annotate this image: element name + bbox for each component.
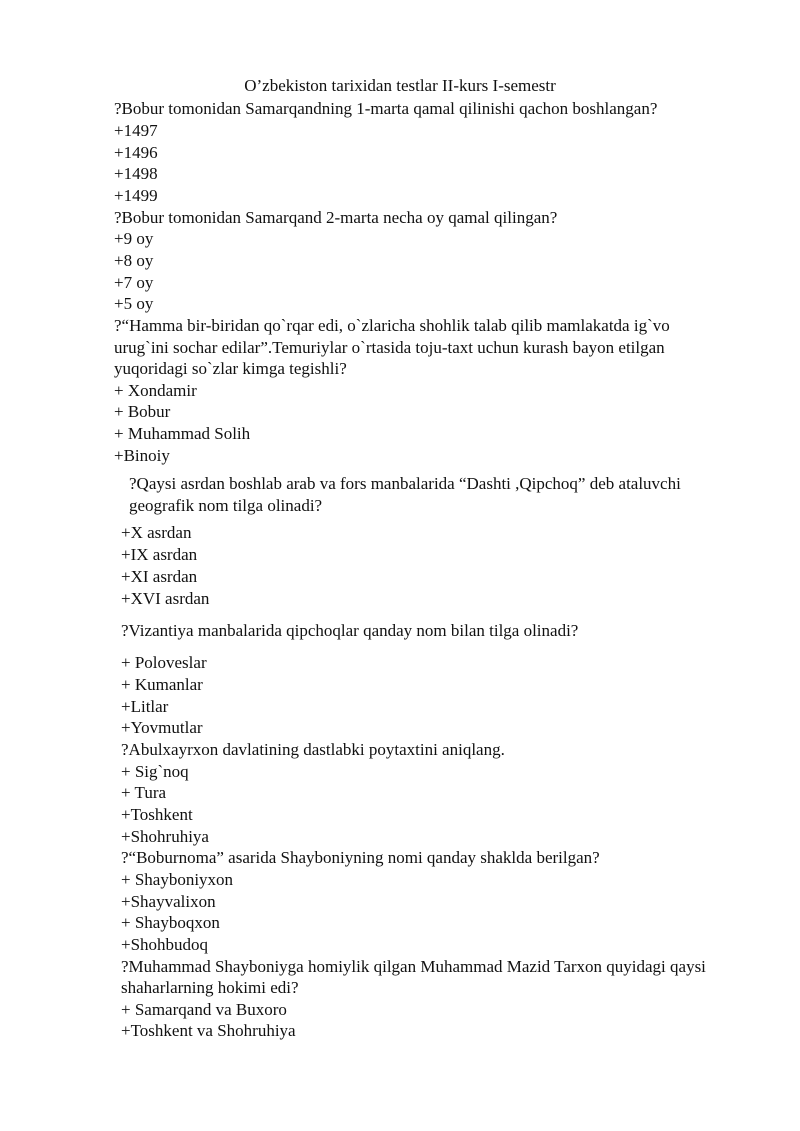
answer-option: + Bobur [114, 402, 171, 421]
question-text: ?Qaysi asrdan boshlab arab va fors manbalarida “Dashti ,Qipchoq” deb ataluvchi [129, 474, 681, 493]
answer-option: + Shayboqxon [121, 913, 220, 932]
answer-option: +7 oy [114, 273, 154, 292]
answer-option: + Poloveslar [121, 653, 207, 672]
question-text: ?“Boburnoma” asarida Shayboniyning nomi qanday shaklda berilgan? [121, 848, 600, 867]
answer-option: +Litlar [121, 697, 169, 716]
question-text: urug`ini sochar edilar”.Temuriylar o`rtasida toju-taxt uchun kurash bayon etilgan [114, 338, 665, 357]
question-text: ?Bobur tomonidan Samarqandning 1-marta qamal qilinishi qachon boshlangan? [114, 99, 658, 118]
answer-option: + Muhammad Solih [114, 424, 251, 443]
answer-option: +Shayvalixon [121, 892, 216, 911]
answer-option: + Shayboniyxon [121, 870, 234, 889]
answer-option: + Samarqand va Buxoro [121, 1000, 287, 1019]
answer-option: +1498 [114, 164, 158, 183]
answer-option: +1499 [114, 186, 158, 205]
answer-option: +1497 [114, 121, 158, 140]
answer-option: +Toshkent va Shohruhiya [121, 1021, 296, 1040]
document-title: O’zbekiston tarixidan testlar II-kurs I-semestr [244, 76, 556, 95]
question-text: shaharlarning hokimi edi? [121, 978, 299, 997]
answer-option: +Binoiy [114, 446, 170, 465]
answer-option: +5 oy [114, 294, 154, 313]
answer-option: +Yovmutlar [121, 718, 203, 737]
answer-option: + Sig`noq [121, 762, 189, 781]
answer-option: +9 oy [114, 229, 154, 248]
answer-option: +XI asrdan [121, 567, 198, 586]
answer-option: +1496 [114, 143, 158, 162]
question-text: ?Abulxayrxon davlatining dastlabki poytaxtini aniqlang. [121, 740, 505, 759]
answer-option: +X asrdan [121, 523, 192, 542]
question-text: ?“Hamma bir-biridan qo`rqar edi, o`zlaricha shohlik talab qilib mamlakatda ig`vo [114, 316, 670, 335]
answer-option: + Tura [121, 783, 167, 802]
answer-option: +Shohbudoq [121, 935, 209, 954]
answer-option: +IX asrdan [121, 545, 198, 564]
answer-option: + Xondamir [114, 381, 197, 400]
answer-option: +Shohruhiya [121, 827, 209, 846]
question-text: yuqoridagi so`zlar kimga tegishli? [114, 359, 347, 378]
answer-option: +Toshkent [121, 805, 193, 824]
answer-option: +8 oy [114, 251, 154, 270]
question-text: ?Bobur tomonidan Samarqand 2-marta necha oy qamal qilingan? [114, 208, 558, 227]
answer-option: + Kumanlar [121, 675, 203, 694]
question-text: ?Muhammad Shayboniyga homiylik qilgan Muhammad Mazid Tarxon quyidagi qaysi [121, 957, 706, 976]
answer-option: +XVI asrdan [121, 589, 210, 608]
question-text: geografik nom tilga olinadi? [129, 496, 323, 515]
question-text: ?Vizantiya manbalarida qipchoqlar qanday nom bilan tilga olinadi? [121, 621, 579, 640]
